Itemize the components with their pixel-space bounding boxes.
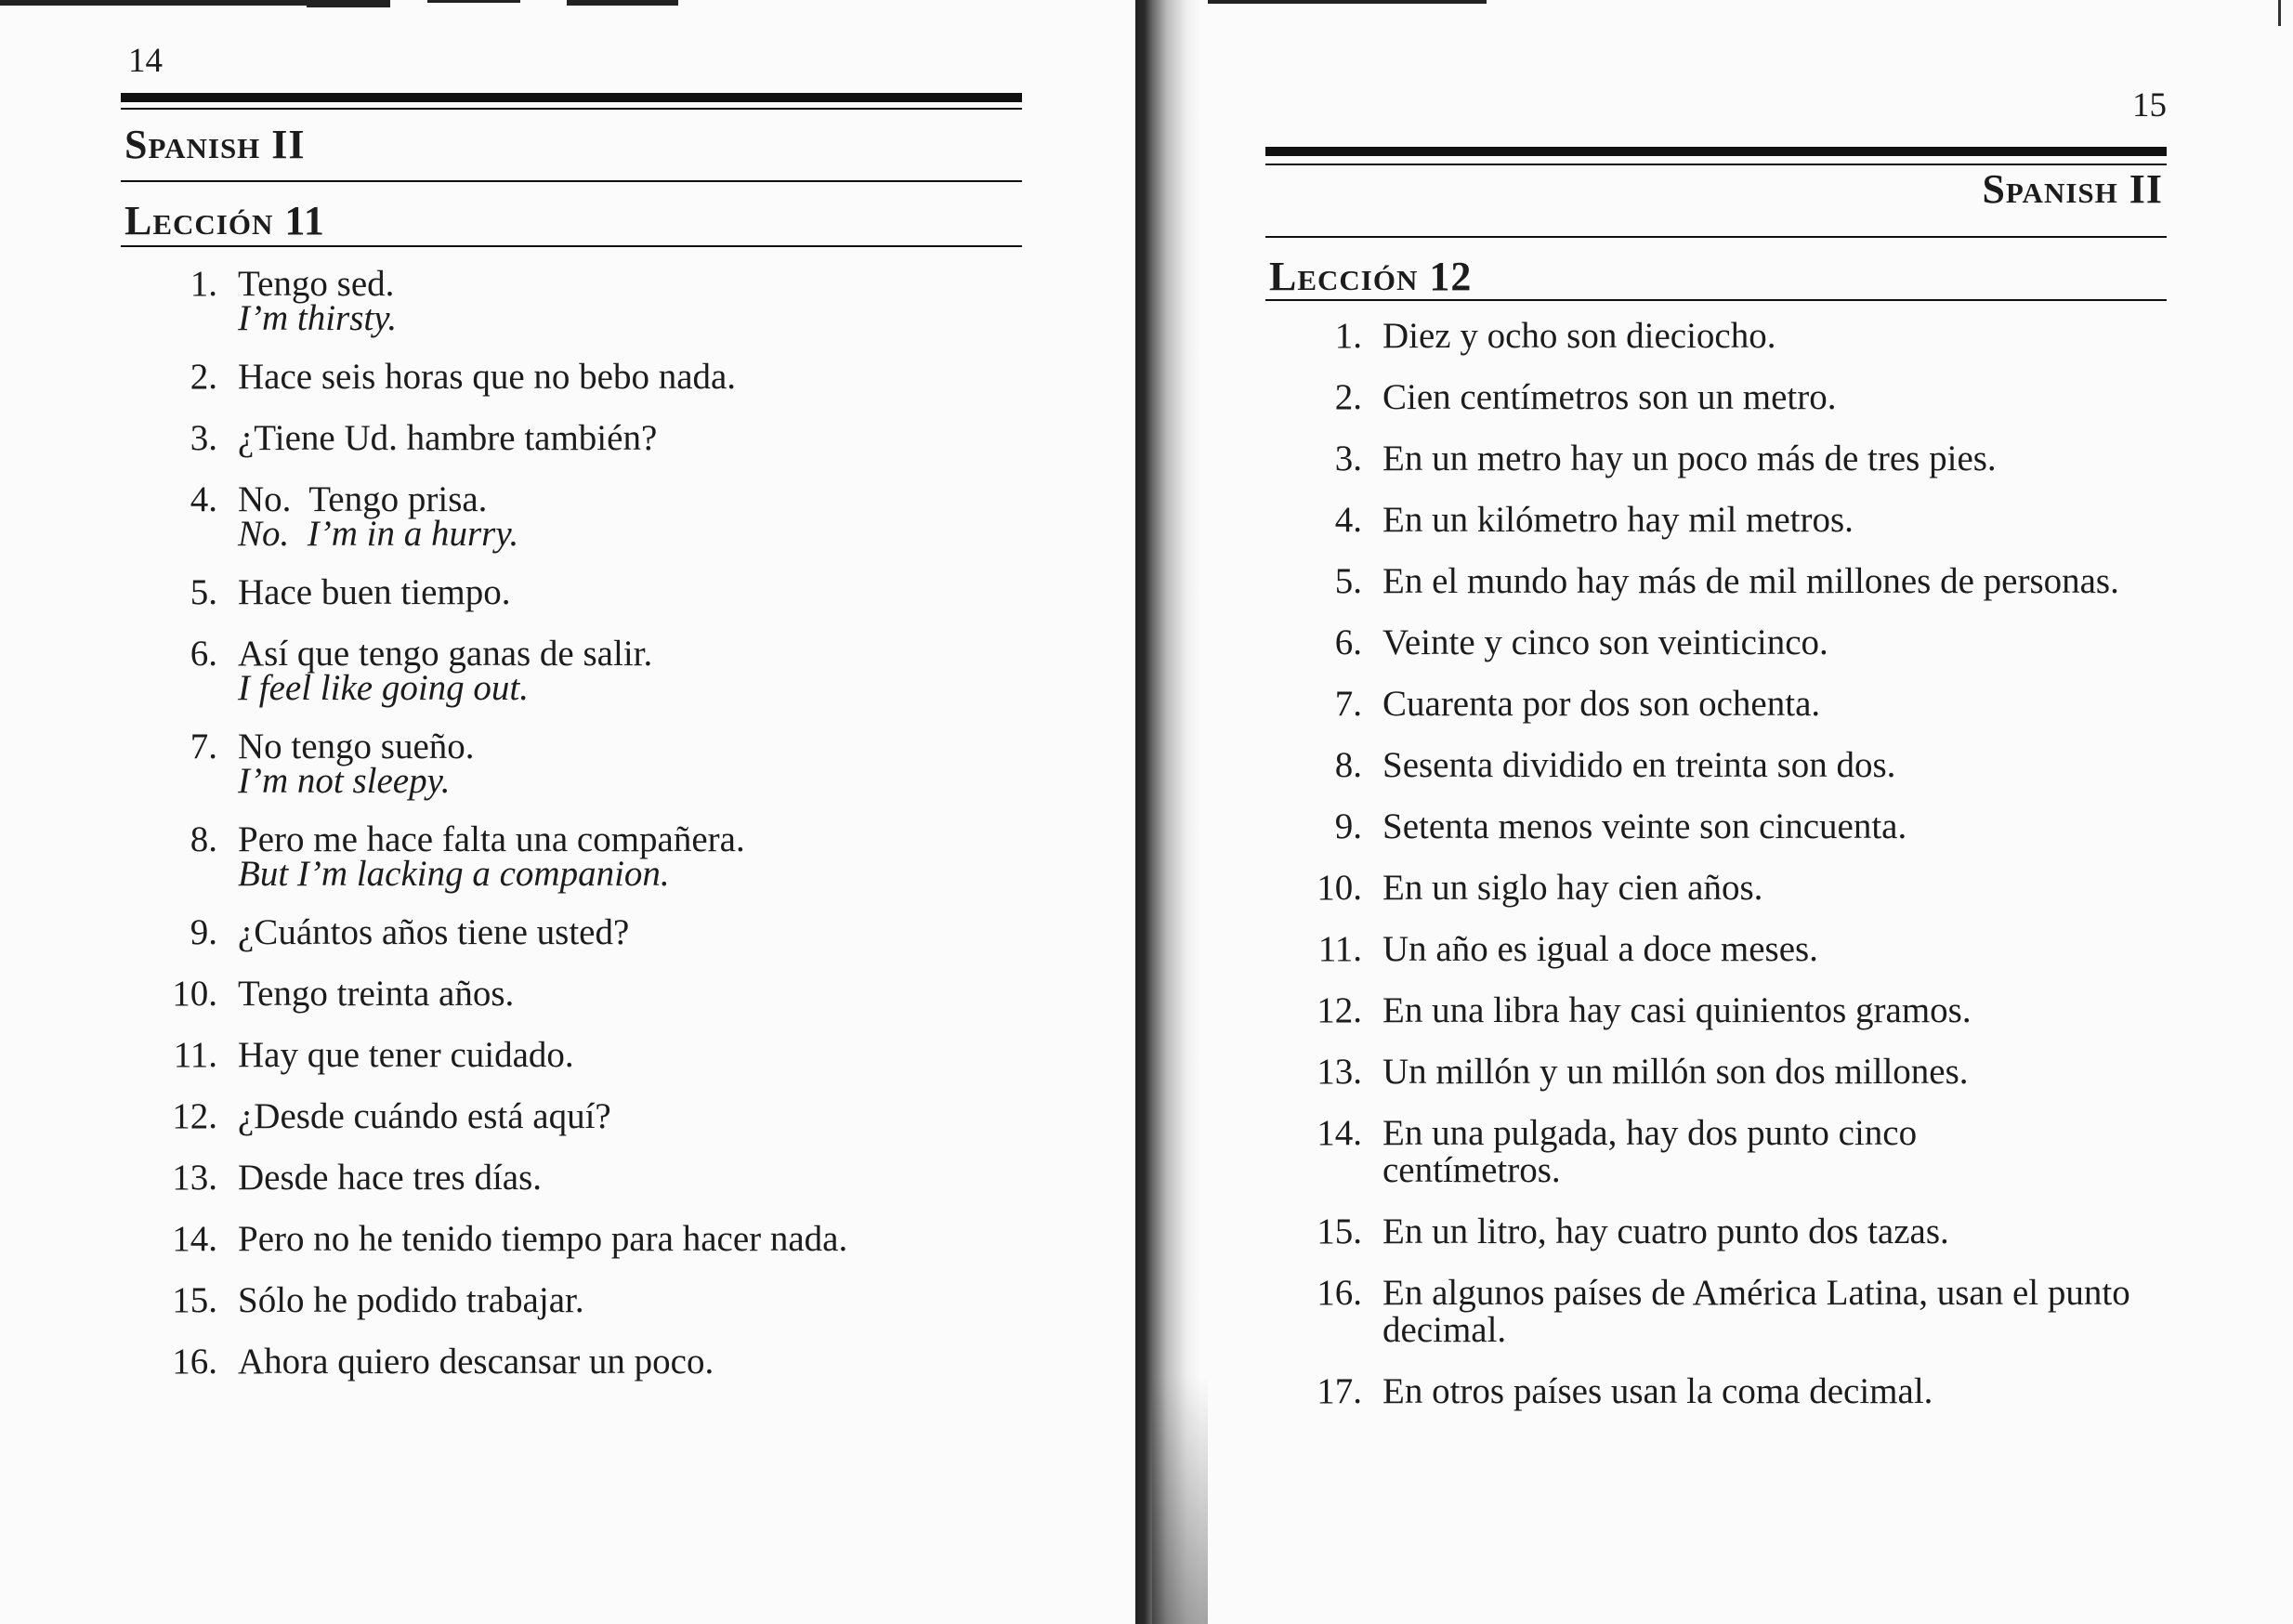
phrase-item <box>121 1282 1022 1319</box>
spanish-text: Así que tengo ganas de salir. <box>238 634 653 674</box>
spanish-text: En una libra hay casi quinientos gramos. <box>1382 990 1972 1030</box>
item-number: 4. <box>190 479 217 519</box>
title-rule <box>1265 236 2167 238</box>
spanish-text: Veinte y cinco son veinticinco. <box>1382 622 1828 662</box>
phrase-item <box>121 574 1022 611</box>
phrase-item <box>1265 1213 2167 1251</box>
header-rule-thick <box>121 93 1022 102</box>
item-number: 16. <box>1317 1273 1362 1313</box>
item-number: 2. <box>190 357 217 397</box>
spanish-text: En un metro hay un poco más de tres pies. <box>1382 439 1997 478</box>
lesson-title: Lección 11 <box>124 198 325 243</box>
phrase-item <box>121 634 1022 708</box>
lesson-title: Lección 12 <box>1269 254 1473 299</box>
spanish-text: Setenta menos veinte son cincuenta. <box>1382 806 1907 846</box>
english-translation: I feel like going out. <box>238 668 529 708</box>
phrase-item <box>121 1159 1022 1197</box>
item-number: 6. <box>1334 622 1362 662</box>
phrase-item <box>1265 379 2167 416</box>
phrase-item <box>1265 747 2167 784</box>
book-spine-bottom-shadow <box>1152 1375 1208 1624</box>
spanish-text: Un millón y un millón son dos millones. <box>1382 1052 1969 1092</box>
phrase-item <box>1265 992 2167 1029</box>
phrase-item <box>121 359 1022 396</box>
item-number: 5. <box>1334 561 1362 601</box>
page-number: 15 <box>2132 86 2167 124</box>
spanish-text: Cien centímetros son un metro. <box>1382 377 1837 417</box>
item-number: 17. <box>1317 1371 1362 1411</box>
item-number: 7. <box>1334 684 1362 724</box>
item-number: 10. <box>1317 868 1362 908</box>
item-number: 14. <box>172 1219 217 1259</box>
spanish-text: No. Tengo prisa. <box>238 479 488 519</box>
phrase-item <box>121 727 1022 801</box>
phrase-item <box>121 1343 1022 1381</box>
item-number: 3. <box>1334 439 1362 478</box>
header-rule-thin <box>121 108 1022 110</box>
spanish-text: Tengo treinta años. <box>238 974 515 1014</box>
spanish-text: En un siglo hay cien años. <box>1382 868 1763 908</box>
item-number: 12. <box>1317 990 1362 1030</box>
spanish-text: Diez y ocho son dieciocho. <box>1382 316 1776 356</box>
phrase-item <box>1265 563 2167 600</box>
phrase-item <box>121 479 1022 554</box>
item-number: 8. <box>1334 745 1362 785</box>
spanish-text: Un año es igual a doce meses. <box>1382 929 1818 969</box>
phrase-item <box>1265 870 2167 907</box>
phrase-item <box>121 976 1022 1013</box>
book-title: Spanish II <box>124 122 306 167</box>
item-number: 2. <box>1334 377 1362 417</box>
scan-edge-right-mark <box>2278 0 2281 26</box>
item-number: 12. <box>172 1096 217 1136</box>
item-number: 15. <box>172 1280 217 1320</box>
english-translation: But I’m lacking a companion. <box>238 854 670 894</box>
phrase-item <box>1265 808 2167 845</box>
spanish-text: ¿Cuántos años tiene usted? <box>238 912 630 952</box>
item-number: 4. <box>1334 500 1362 540</box>
spanish-text: Cuarenta por dos son ochenta. <box>1382 684 1821 724</box>
spanish-text: Desde hace tres días. <box>238 1158 543 1198</box>
spanish-text: En el mundo hay más de mil millones de personas. <box>1382 561 2119 601</box>
spanish-text: Ahora quiero descansar un poco. <box>238 1342 714 1382</box>
phrase-item <box>1265 1115 2167 1189</box>
phrase-item <box>1265 686 2167 723</box>
phrase-item <box>121 264 1022 338</box>
phrase-item <box>1265 931 2167 968</box>
item-number: 10. <box>172 974 217 1014</box>
spanish-text: ¿Desde cuándo está aquí? <box>238 1096 611 1136</box>
phrase-list <box>121 266 1022 1405</box>
item-number: 9. <box>190 912 217 952</box>
item-number: 5. <box>190 572 217 612</box>
phrase-item <box>121 1221 1022 1258</box>
item-number: 9. <box>1334 806 1362 846</box>
spanish-text: En algunos países de América Latina, usan el punto decimal. <box>1382 1273 2130 1350</box>
english-translation: I’m not sleepy. <box>238 761 451 801</box>
item-number: 11. <box>173 1035 217 1075</box>
lesson-rule <box>121 245 1022 247</box>
spanish-text: Sesenta dividido en treinta son dos. <box>1382 745 1896 785</box>
spanish-text: Hace buen tiempo. <box>238 572 511 612</box>
phrase-item <box>121 1037 1022 1074</box>
phrase-item <box>1265 1054 2167 1091</box>
phrase-item <box>121 420 1022 457</box>
item-number: 16. <box>172 1342 217 1382</box>
item-number: 8. <box>190 819 217 859</box>
phrase-item <box>1265 1373 2167 1410</box>
spanish-text: En un kilómetro hay mil metros. <box>1382 500 1854 540</box>
item-number: 6. <box>190 634 217 674</box>
item-number: 1. <box>190 264 217 304</box>
phrase-item <box>1265 502 2167 539</box>
phrase-item <box>1265 440 2167 478</box>
item-number: 11. <box>1317 929 1362 969</box>
item-number: 7. <box>190 727 217 766</box>
item-number: 13. <box>1317 1052 1362 1092</box>
spanish-text: Sólo he podido trabajar. <box>238 1280 584 1320</box>
spanish-text: ¿Tiene Ud. hambre también? <box>238 418 658 458</box>
spanish-text: Pero me hace falta una compañera. <box>238 819 745 859</box>
phrase-item <box>121 914 1022 951</box>
english-translation: No. I’m in a hurry. <box>238 514 519 554</box>
page-number: 14 <box>128 42 163 80</box>
spanish-text: No tengo sueño. <box>238 727 475 766</box>
header-rule-thick <box>1265 147 2167 156</box>
lesson-rule <box>1265 299 2167 301</box>
book-title: Spanish II <box>1982 166 2163 212</box>
spanish-text: En un litro, hay cuatro punto dos tazas. <box>1382 1211 1949 1251</box>
title-rule <box>121 180 1022 182</box>
phrase-item <box>1265 624 2167 661</box>
item-number: 15. <box>1317 1211 1362 1251</box>
spanish-text: Hace seis horas que no bebo nada. <box>238 357 737 397</box>
spanish-text: Tengo sed. <box>238 264 395 304</box>
item-number: 1. <box>1334 316 1362 356</box>
spanish-text: Hay que tener cuidado. <box>238 1035 574 1075</box>
phrase-list <box>1265 318 2167 1434</box>
phrase-item <box>1265 1275 2167 1349</box>
item-number: 3. <box>190 418 217 458</box>
spanish-text: Pero no he tenido tiempo para hacer nada. <box>238 1219 848 1259</box>
spanish-text: En otros países usan la coma decimal. <box>1382 1371 1933 1411</box>
english-translation: I’m thirsty. <box>238 298 398 338</box>
phrase-item <box>121 819 1022 894</box>
item-number: 14. <box>1317 1113 1362 1153</box>
spanish-text: En una pulgada, hay dos punto cinco centímetros. <box>1382 1113 1918 1190</box>
phrase-item <box>1265 318 2167 355</box>
phrase-item <box>121 1098 1022 1135</box>
item-number: 13. <box>172 1158 217 1198</box>
